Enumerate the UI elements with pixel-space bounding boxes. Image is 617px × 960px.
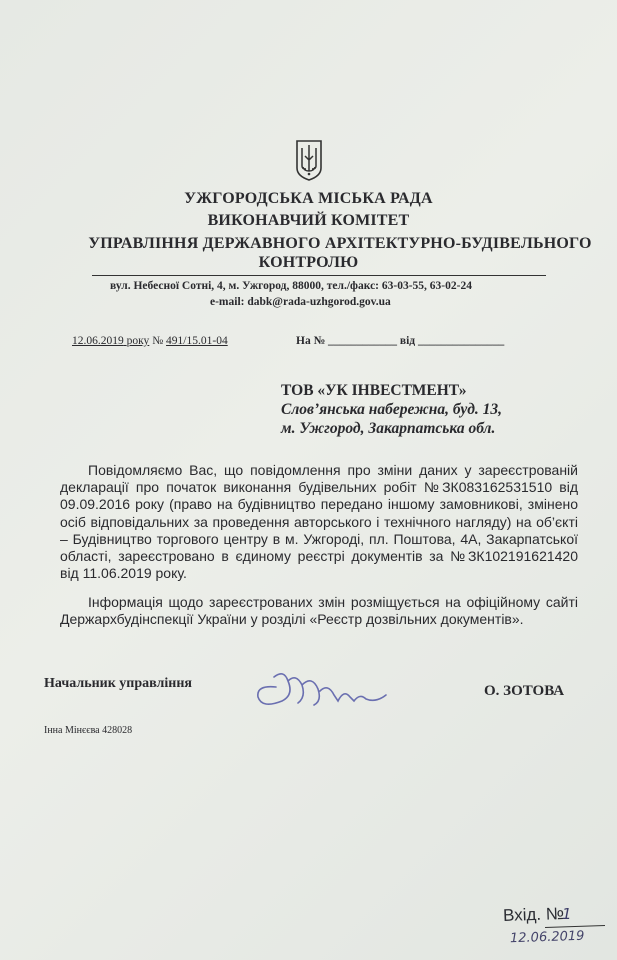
recipient-street: Слов’янська набережна, буд. 13, bbox=[281, 401, 503, 418]
handwritten-signature bbox=[236, 655, 416, 715]
outgoing-date bbox=[72, 335, 228, 347]
incoming-stamp-date: 12.06.2019 bbox=[509, 928, 585, 947]
incoming-stamp-number: 1 bbox=[562, 905, 572, 923]
signatory-name: О. ЗОТОВА bbox=[484, 683, 565, 699]
incoming-ref bbox=[296, 335, 504, 347]
email-line: e-mail: dabk@rada-uzhgorod.gov.ua bbox=[210, 296, 391, 308]
department-name-line1: УПРАВЛІННЯ ДЕРЖАВНОГО АРХІТЕКТУРНО-БУДІВЕЛЬНОГО bbox=[88, 235, 592, 252]
outgoing-number-label: № bbox=[152, 335, 164, 347]
outgoing-number-value: 491/15.01-04 bbox=[166, 335, 228, 347]
na-label: На № bbox=[296, 335, 326, 347]
department-name-line2: КОНТРОЛЮ bbox=[258, 254, 359, 271]
body-paragraph-2: Інформація щодо зареєстрованих змін розміщується на офіційному сайті Держархбудінспекції України у розділі «Реєстр дозвільних документів». bbox=[60, 594, 578, 628]
recipient-city: м. Ужгород, Закарпатська обл. bbox=[281, 420, 496, 437]
executive-committee: ВИКОНАВЧИЙ КОМІТЕТ bbox=[207, 212, 410, 229]
signatory-title: Начальник управління bbox=[44, 676, 192, 691]
outgoing-date-value: 12.06.2019 bbox=[72, 335, 124, 347]
body-paragraph-1: Повідомляємо Вас, що повідомлення про зміни даних у зареєстрованій декларації про початок виконання будівельних робіт №ЗК083162531510 від 09.09.2016 року (право на будівництво передано іншому замовникові, змінено осіб відповідальних за проведення авторського і технічного нагляду) на об’єкті – Будівництво торгового центру в м. Ужгороді, пл. Поштова, 4А, Закарпатської області, зареєстровано в єдиному реєстрі документів за №ЗК102191621420 від 11.06.2019 року. bbox=[60, 462, 578, 582]
incoming-stamp-underline bbox=[545, 925, 605, 928]
vid-value: _______________ bbox=[418, 335, 505, 347]
outgoing-date-suffix: року bbox=[126, 335, 150, 347]
council-name: УЖГОРОДСЬКА МІСЬКА РАДА bbox=[184, 190, 433, 207]
executor-note: Інна Мінєєва 428028 bbox=[44, 725, 133, 736]
address-line: вул. Небесної Сотні, 4, м. Ужгород, 88000, тел./факс: 63-03-55, 63-02-24 bbox=[110, 280, 472, 292]
header-divider bbox=[92, 275, 546, 276]
trident-emblem-icon bbox=[294, 138, 324, 182]
recipient-company: ТОВ «УК ІНВЕСТМЕНТ» bbox=[281, 382, 467, 399]
na-value: ____________ bbox=[328, 335, 398, 347]
incoming-stamp-label: Вхід. № bbox=[502, 903, 565, 926]
vid-label: від bbox=[399, 335, 416, 347]
